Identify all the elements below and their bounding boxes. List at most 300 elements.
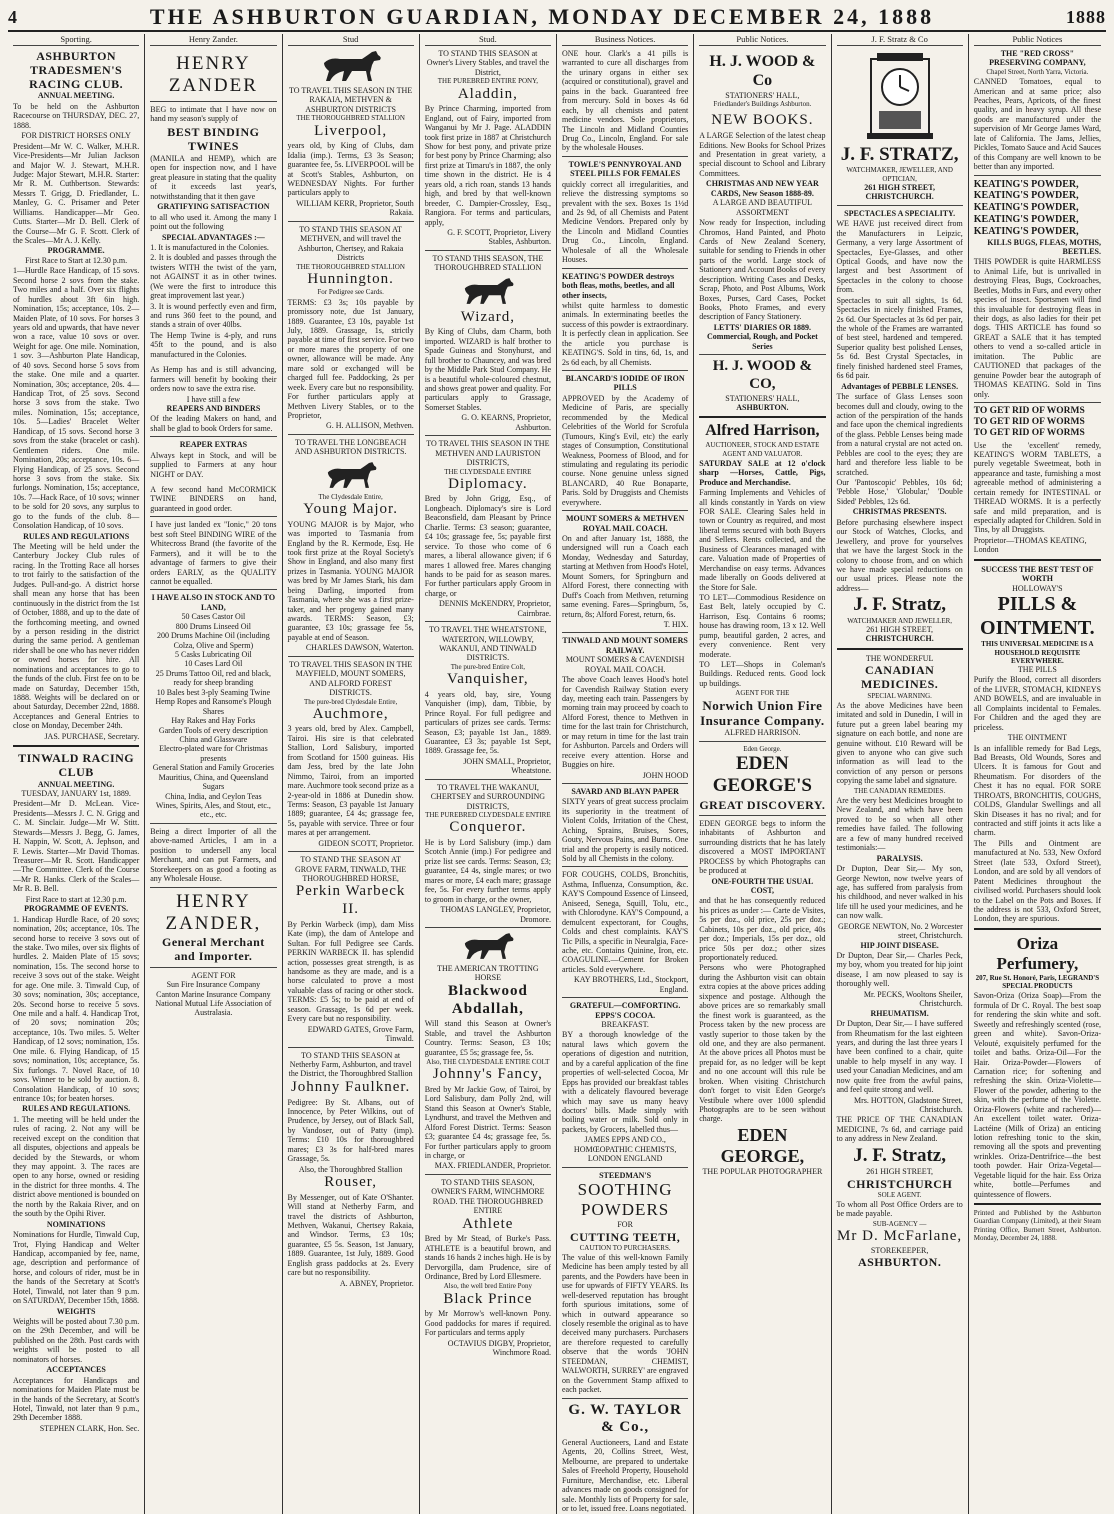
ad-sign: A. ABNEY, Proprietor. <box>339 1278 414 1288</box>
secretary-sign: JAS. PURCHASE, Secretary. <box>44 731 140 741</box>
ad-text: Pedigree: By St. Albans, out of Innocence, by Peter Wilkins, out of Prudence, by Jersey, out of Black Sall, by Vandoser, out of Patty (imp). Terms: £10 10s for thoroughbred mares; £3 3s for half-bred mares Grassage, 5s. <box>287 1097 414 1164</box>
notice-text: General Auctioneers, Land and Estate Agents, 20, Collins Street, West, Melbourne, are prepared to undertake Sales of Freehold Property, Household Furniture, Merchandise, etc. Liberal advances made on goods consigned for sale. Monthly lists of Property for sale, or to let, issued free. Loans negotiated. <box>562 1437 689 1513</box>
ad-text: He is by Lord Salisbury (imp.) dam Scotch Annie (imp.) For pedigree and prize list see cards. Terms: Season, £3; guarantee, £4 4s, single mares; or two mares or more, £4 each mare; grassage fee, 5s. For every further terms apply to groom in charge, or the owner, <box>424 838 551 904</box>
stock-item: 50 Cases Castor Oil <box>181 612 246 622</box>
intro-text: To be held on the Ashburton Racecourse on THURSDAY, DEC. 27, 1888. <box>13 101 140 130</box>
rules-text: 1. The meeting will be held under the rules of racing. 2. Not any will be received except on the condition that all disputes, objections and appeals be decided by the Stewards, or whom they may appoint. 3. The races are open to any horse, owned or residing in the district for three months. 4. The district above mentioned is bounded on the north by the Rakaia River, and on the south by the Opihi River. <box>13 1114 140 1219</box>
ad-text: Now ready for Inspection, including Chromos, Hand Painted, and Photo Cards of New Zealand Scenery, suitable for sending to Friends in other parts of the world. Large stock of Stationery and Account Books of every description. Writing Cases and Desks, Scrap, Photo, and Post Albums, Work Boxes, Purses, Card Cases, Pocket Books, Photo Frames, and every description of Fancy Stationery. <box>699 218 826 322</box>
ad-sub: THE THOROUGHBRED STALLION <box>296 262 405 271</box>
ad-text: Our 'Pantoscopic' Pebbles, 10s 6d; 'Pebble Hose,' 'Globular,' 'Double Sided' Pebbles, 12s 6d. <box>836 478 963 506</box>
ad-address: 261 HIGH STREET, <box>866 624 933 634</box>
divider <box>837 205 963 206</box>
divider <box>150 101 276 102</box>
divider <box>13 745 139 747</box>
ad-title: TO STAND THIS SEASON at Owner's Livery Stables, and travel the District, <box>426 49 550 77</box>
ad-text: CANNED Tomatoes, equal to American and at same price; also Peaches, Pears, Apricots, of the finest quality, and in heavy syrup. All these goods are manufactured under the supervision of Mr George James Ward, late of California. The Jams, Jellies, Pickles, Tomato Sauce and Acid Sauces of this Company are well known to be better than any imported. <box>973 77 1102 172</box>
secretary-sign: STEPHEN CLARK, Hon. Sec. <box>39 1423 140 1433</box>
horse-name: Aladdin, <box>457 85 518 102</box>
divider <box>288 851 414 852</box>
hemp-text: The Hemp Twine is 4-ply, and runs 45ft to the pound, and is also manufactured in the Colonies. <box>150 330 277 359</box>
ad-sign: WILLIAM KERR, Proprietor, South Rakaia. <box>296 198 414 218</box>
subheading: FOR DISTRICT HORSES ONLY <box>21 131 131 141</box>
ad-heading: GREAT DISCOVERY. <box>699 797 826 812</box>
ad-text: By Prince Charming, imported from England, out of Fairy, imported from Wanganui by Mr J. Page. ALADDIN took first prize in 1887 at Christchurch Show for best pony, and private prize for best pony by Prince Charming; also first prize at Timaru's in 1887, the only time shown in the district. He is 4 years old, a rich roan, stands 13 hands high, and bred by that well-known breeder, C. Dampier-Crossley, Esq., Rangiora. For terms and particulars, apply, <box>424 104 551 227</box>
stock-item: Wines, Spirits, Ales, and Stout, etc., etc., etc. <box>155 801 271 820</box>
mccormick-text: A few second hand McCORMICK TWINE BINDERS on hand, guaranteed in good order. <box>150 485 277 513</box>
divider <box>562 510 688 511</box>
ad-sign: MAX. FRIEDLANDER, Proprietor. <box>434 1161 551 1171</box>
keatings-line: KEATING'S POWDER, <box>973 225 1079 237</box>
ad-sign: Proprietor—THOMAS KEATING, London <box>973 535 1087 555</box>
horse-name: Auchmore, <box>312 705 389 722</box>
advertiser-name: EDEN GEORGE'S <box>712 752 812 797</box>
twine-text-2: to all who used it. Among the many I point out the following <box>150 212 277 232</box>
programme-heading: PROGRAMME OF EVENTS. <box>24 904 129 914</box>
notice-text: FOR COUGHS, COLDS, Bronchitis, Asthma, Influenza, Consumption, &c. KAY'S Compound Essence of Linseed, Aniseed, Senega, Squill, Tolu, etc., with Chlorodyne. KAY'S Compound, a demulcent expectorant, for Coughs, Colds and chest complaints. KAY'S Tic Pills, a specific in Neuralgia, Face-ache, etc. Contains Quinine, Iron, etc. COAGULINE.—Cement for Broken articles. Sold everywhere. <box>562 870 689 974</box>
masthead <box>8 4 1106 32</box>
divider <box>425 621 551 622</box>
ad-text: Bred by Mr Stead, of Burke's Pass. ATHLETE is a beautiful brown, and stands 16 hands 2 inches high. He is by Dervorgilla, dam Prudence, sire of Ordinance, Bred by Lord Ellesmere. <box>424 1234 551 1282</box>
keatings-line: KEATING'S POWDER, <box>973 202 1079 214</box>
ad-text: years old, by King of Clubs, dam Idalia (imp.). Terms, £3 3s Season; guarantee fee, 5s. LIVERPOOL will be at Scott's Stables, Ashburton, on WEDNESDAY Nights. For further particulars apply to <box>287 141 414 198</box>
ad-text: Farming Implements and Vehicles of all kinds constantly in Yards on view FOR SALE. Clearing Sales held in town or Country as required, and most liberal terms secured with both Buyers and Sellers. Rents collected, and the Business of Clearances managed with care. Valuation made of Properties of Merchandise on easy terms. Advances made liberally on Goods delivered at the Store for Sale. <box>699 488 826 592</box>
ad-address: 207, Rue St. Honoré, Paris, LEGRAND'S SPECIAL PRODUCTS <box>975 973 1100 991</box>
column-stud-1 <box>283 34 420 1514</box>
newspaper-title: THE ASHBURTON GUARDIAN, MONDAY DECEMBER 24, 1888 <box>149 4 935 29</box>
ad-text: To whom all Post Office Orders are to be made payable. <box>836 1200 963 1219</box>
printer-imprint: Printed and Published by the Ashburton Guardian Company (Limited), at their Steam Printing Office, Burnett Street, Ashburton. Monday, December 24, 1888. <box>973 1209 1101 1242</box>
advertiser-name: H. J. WOOD & Co <box>709 53 816 89</box>
ad-text: Are the very best Medicines brought to New Zealand, and which have been proved to be so when all other remedies have failed. The following are a few of many hundred received testimonials:— <box>836 796 963 853</box>
column-henry-zander <box>145 34 282 1514</box>
advertiser-name-2: EDEN GEORGE, <box>720 1124 805 1167</box>
clock-illustration-icon <box>861 49 939 141</box>
ad-heading: HIP JOINT DISEASE. <box>860 940 939 950</box>
ad-sign: JOHN SMALL, Proprietor, Wheatstone. <box>463 756 551 776</box>
advantage-item: 1. It is manufactured in the Colonies. <box>150 242 269 252</box>
rules-text: The Meeting will be held under the Canterbury Jockey Club rules of racing. In the Trotting Race all horses to trot fairly to the satisfaction of the Judges. Pull-and-go. A district horse shall mean any horse that has been continuously in the district from the 1st of October, 1888, and up to the date of the forthcoming meeting, and owned by a person residing in the district during the same period. A gentleman rider shall be one who has never ridden or owned horses for hire. All nominations and acceptances to go to the funds of the club. First fee on to be made on Saturday, December 15th, 1888. Weights will be declared on or about Saturday, December 22nd, 1888. Acceptances and General Entries to close on Monday, December 24th. <box>13 542 140 731</box>
ad-text: Use the 'excellent' remedy, KEATING'S WORM TABLETS, a purely vegetable Sweetmeat, both in appearance and taste, furnishing a most agreeable method of administering a certain remedy for INTESTINAL or THREAD WORMS. It is a perfectly safe and mild preparation, and is especially adapted for Children. Sold in Tins, by all Druggists. <box>973 440 1101 535</box>
stock-item: 200 Drums Machine Oil (including Colza, Olive and Sperm) <box>156 631 270 650</box>
pedigree-note: For Pedigree see Cards. <box>317 288 384 297</box>
divider <box>425 779 551 780</box>
column-public-notices <box>694 34 831 1514</box>
nominations-text: Nominations for Hurdle, Tinwald Cup, Trot, Flying Handicap and Welter Handicap, accompanied by fee, name, age, description and performance of horse, and colours of rider, must be in the hands of the Secretary at Scott's Hotel, Tinwald, not later than 9 p.m. on SATURDAY, December 15th, 1888. <box>13 1230 140 1306</box>
notice-title: TOWLE'S PENNYROYAL AND STEEL PILLS FOR FEMALES <box>568 159 682 179</box>
divider <box>699 815 825 816</box>
rules-heading: RULES AND REGULATIONS. <box>22 1104 131 1114</box>
worms-line: TO GET RID OF WORMS <box>973 405 1085 416</box>
divider <box>425 435 551 436</box>
horse-name: Liverpool, <box>314 122 388 139</box>
horse-illustration-icon <box>316 49 386 83</box>
horse-name: Hunnington. <box>307 270 394 287</box>
ad-sub: WATCHMAKER AND JEWELLER, <box>847 616 953 625</box>
caution-heading: CAUTION TO PURCHASERS. <box>579 1243 671 1252</box>
ad-sub: THE WONDERFUL <box>865 653 934 663</box>
notice-text: whilst quite harmless to domestic animals. In exterminating beetles the success of this powder is extraordinary. It is perfectly clean in application. See the article you purchase is KEATING'S. Sold in tins, 6d, 1s, and 2s 6d each, by all Chemists. <box>562 300 689 367</box>
ad-sub: THE CANADIAN REMEDIES. <box>854 786 946 795</box>
horse-name: Conqueror. <box>449 819 527 836</box>
ad-heading: THE OINTMENT <box>1007 733 1068 743</box>
column-header: Stud <box>288 34 414 46</box>
keatings-line: KEATING'S POWDER, <box>973 213 1079 225</box>
divider <box>562 1167 688 1168</box>
ad-text: Bred by Mr Jackie Gow, of Tairoi, by Lord Salisbury, dam Polly 2nd, will Stand this Season at Owner's Stable, Lyndhurst, and travel the Methven and Alford Forest District. Terms: Season £3; guarantee £4 4s; grassage fee, 5s. For further particulars apply to groom in charge, or <box>424 1084 551 1160</box>
ad-text: As the above Medicines have been imitated and sold in Dunedin, I will in future put a green label bearing my signature on each bottle, and none are genuine without. £10 Reward will be given to anyone who can give such information as will lead to the conviction of any person or persons copying the same label and signature. <box>836 700 963 786</box>
ad-title: TO TRAVEL THIS SEASON IN THE MAYFIELD, MOUNT SOMERS, AND ALFORD FOREST DISTRICTS. <box>289 659 413 698</box>
worms-line: TO GET RID OF WORMS <box>973 417 1085 428</box>
divider <box>699 354 825 355</box>
ad-sub: STATIONERS' HALL, <box>725 90 800 100</box>
ad-text: Purify the Blood, correct all disorders of the LIVER, STOMACH, KIDNEYS AND BOWELS, and are invaluable in all Complaints incidental to Females. For Children and the aged they are priceless. <box>973 675 1101 732</box>
weights-heading: WEIGHTS <box>56 1306 96 1316</box>
ad-heading: SPECTACLES A SPECIALITY. <box>844 208 956 218</box>
notice-title: MOUNT SOMERS & METHVEN ROYAL MAIL COACH. <box>565 514 685 533</box>
divider <box>425 1174 551 1175</box>
ad-sub: THE PUREBRED CLYDESDALE ENTIRE <box>425 811 551 820</box>
worms-line: TO GET RID OF WORMS <box>973 428 1085 439</box>
divider <box>150 589 276 590</box>
divider <box>974 1203 1101 1205</box>
importer-text: Being a direct Importer of all the above-named Articles, I am in a position to undersell any local Merchant, and can put Farmers, and Storekeepers on as good a footing as any Wholesale House. <box>150 826 277 884</box>
ad-sub: WATCHMAKER, JEWELLER, AND OPTICIAN, <box>846 166 953 183</box>
extras-text: Always kept in Stock, and will be supplied to Farmers at any hour NIGHT or DAY. <box>150 450 277 479</box>
meeting-heading: ANNUAL MEETING. <box>37 91 115 101</box>
ad-heading: LETTS' DIARIES OR 1889. Commercial, Rough, and Pocket Series <box>707 322 818 351</box>
ad-sign: EDWARD GATES, Grove Farm, Tinwald. <box>307 1024 414 1044</box>
horse-name: Johnny Faulkner. <box>290 1078 411 1095</box>
divider <box>562 783 688 784</box>
divider <box>288 1047 414 1048</box>
ad-heading: NEW BOOKS. <box>711 112 814 129</box>
advertiser-name: HENRY ZANDER <box>168 53 258 97</box>
ad-text: The surface of Glass Lenses soon becomes dull and cloudy, owing to the action of the perspiration of the hands and face upon the chemical ingredients of the glass. Pebble Lenses being made from a natural crystal are not acted on. Pebbles are cool to the eyes; they are hard and therefore less liable to be scratched. <box>836 392 963 477</box>
club-title: TINWALD RACING CLUB <box>18 751 135 780</box>
ad-text: A LARGE Selection of the latest cheap Editions. New Books for School Prizes and Presentation in great variety, a special discount to School and Library Committees. <box>699 131 826 178</box>
divider <box>150 823 276 824</box>
stock-list <box>150 612 276 820</box>
divider <box>425 250 551 251</box>
advertiser-name-3: J. F. Stratz, <box>853 1144 946 1166</box>
ad-heading: CANADIAN MEDICINES. <box>860 663 939 692</box>
ad-sub: THE THOROUGHBRED STALLION <box>296 114 405 123</box>
divider <box>974 928 1101 930</box>
stock-item: China, India, and Ceylon Teas <box>165 791 262 801</box>
notice-title: SAVARD AND BLAYN PAPER <box>571 786 679 796</box>
ad-text: YOUNG MAJOR is by Major, who was imported to Tasmania from England by the R. Kermode, Esq. He took first prize at the Royal Society's Show in England, and also many first prizes in Tasmania. YOUNG MAJOR was bred by Mr James Stark, his dam being Darling, imported from Tasmania, where she was a first prize-taker, and her progeny gained many awards. TERMS: Season, £3; guarantee, £3 10s; grassage fee 5s, payable at end of Season. <box>287 519 414 642</box>
extras-heading: REAPER EXTRAS <box>179 440 248 450</box>
ad-text: Persons who were Photographed during the Ashburton visit can obtain extra copies at the above prices adding sixpence and postage. Although the above prices are so remarkably small the finest work is guaranteed, as the Process taken by the new process are vastly superior to those taken by the old one, and they are also permanent. At the above prices all Photos must be prepaid for, as no ledger will be kept and no one account will this rule be broken. When visiting Christchurch don't forget to visit Eden George's Vestibule where over 1000 splendid Photographs are to be seen without charge. <box>699 963 826 1124</box>
agency-item: National Mutual Life Association of Australasia. <box>155 998 272 1018</box>
testimonial-text: Dr Dupton, Dear Sir,— My son, George Newton, now twelve years of age, has suffered from paralysis from his childhood, and never walked in his life till he used your medicines, and he can now walk. <box>836 864 963 921</box>
ad-text: Savon-Oriza (Oriza Soap)—From the formula of Dr C. Royal. The best soap for rendering the skin white and soft. Sweetly and refreshingly scented (rose, green and white). Savon-Oriza-Velouté, exquisitely perfumed for the toilet and baths. Oriza-Oil—For the Hair. Oriza-Powder—Flowers of Carnation rice; for softening and refreshing the skin. Oriza-Violette—Flower of the powder, adhering to the skin, with the perfume of the Violette. Oriza-Flowers (white and rachered)—An excellent toilet water. Oriza-Lactéine (Milk of Oriza) an enticing lotion refreshing tonic to the skin, removing all the spots and preventing wrinkles. Oriza-Dentrifrice—the best tooth powder. Hair Oriza-Vegetal—Vegetable liquid for the hair. Ess Oriza white, bottle—Perfumes and quintessence of flowers. <box>973 991 1101 1199</box>
divider <box>288 434 414 435</box>
keatings-line: KEATING'S POWDER, <box>973 190 1079 202</box>
notice-sign: KAY BROTHERS, Ltd., Stockport, England. <box>573 975 689 994</box>
ad-title: TO STAND THIS SEASON AT METHVEN, and will travel the Ashburton, Chertsey, and Rakaia Districts <box>297 224 404 263</box>
ad-text: TO LET—Commodious Residence on East Belt, lately occupied by C. Harrison, Esq. Contains 6 rooms; house has drawing room, 13 x 12. Well pump, beautiful garden, 2 acres, and every convenience. Rent very moderate. <box>699 592 826 659</box>
ad-title: TO TRAVEL THE LONGBEACH AND ASHBURTON DISTRICTS. <box>294 437 407 457</box>
ad-sign: G. F. SCOTT, Proprietor, Livery Stables, Ashburton. <box>447 227 551 247</box>
worms-list <box>974 406 1101 440</box>
notice-title: G. W. TAYLOR & Co., <box>568 1401 682 1436</box>
ad-sub: SUB-AGENCY — <box>872 1219 927 1228</box>
column-stud-2 <box>420 34 557 1514</box>
meeting-date: TUESDAY, JANUARY 1st, 1889. <box>21 788 131 798</box>
column-header: J. F. Stratz & Co <box>837 34 963 46</box>
ad-text: EDEN GEORGE begs to inform the inhabitants of Ashburton and surrounding districts that he has lately discovered a MOST IMPORTANT PROCESS by which Photographs can be produced at <box>699 818 826 876</box>
ad-text: By King of Clubs, dam Charm, both imported. WIZARD is half brother to Spade Guineas and Stonyhurst, and full brother to Chauncey, and was bred by the Middle Park Stud Company. He is a beautiful whole-coloured chestnut, and shows great power and quality. For particulars apply to Grassage, Somerset Stables. <box>424 327 551 412</box>
divider <box>562 156 688 157</box>
horse-name: Johnny's Fancy, <box>432 1066 543 1083</box>
agency-item: Canton Marine Insurance Company <box>156 989 271 999</box>
ad-text: SATURDAY SALE at 12 o'clock sharp —Horses, Cattle, Pigs, Produce and Merchandise. <box>699 458 826 487</box>
acceptances-text: Acceptances for Handicaps and nominations for Maiden Plate must be in the hands of the Secretary, at Scott's Hotel, Tinwald, not later than 9 p.m., 29th December 1888. <box>13 1375 140 1423</box>
columns <box>8 34 1106 1513</box>
column-business-notices <box>557 34 694 1514</box>
notice-text: APPROVED by the Academy of Medicine of Paris, are specially recommended by the Medical Celebrities of the World for Scrofula (Tumours, King's Evil, etc) the early stages of Consumption, Constitutional Weakness, Poorness of Blood, and for stimulating and regulating its periodic course. None genuine unless signed BLANCARD, 40 Rue Bonaparte, Paris. Sold by Druggists and Chemists everywhere. <box>562 393 689 507</box>
ad-text: THIS POWDER is quite HARMLESS to Animal Life, but is unrivalled in destroying Fleas, Bugs, Cockroaches, Beetles, Moths in Furs, and every other species of insect. Sportsmen will find this invaluable for destroying fleas in their dogs, as also ladies for their pet dogs. THIS ARTICLE has found so GREAT a SALE that it has tempted others to vend a so-called article in imitation. The Public are CAUTIONED that packages of the genuine Powder bear the autograph of THOMAS KEATING. Sold in Tins only. <box>973 257 1101 399</box>
ad-sub: The Clydesdale Entire, <box>318 492 383 501</box>
wire-text: I have just landed ex "Ionic," 20 tons best soft Steel BINDING WIRE of the Whitecross Brand (the favorite of the Farmers), and it will be to the advantage of farmers to give their orders EARLY, as the QUALITY cannot be equalled. <box>150 520 277 586</box>
testimonial-sign: Mrs. HOTTON, Gladstone Street, Christchurch. <box>854 1095 963 1115</box>
ad-heading: PARALYSIS. <box>876 853 923 863</box>
ad-sign: THOMAS LANGLEY, Proprietor, Dromore. <box>440 905 551 924</box>
ad-text: 3 years old, bred by Alex. Campbell, Tairoi. His sire is that celebrated Stallion, Lord Salisbury, imported from Scotland for 1500 guineas. His dam Jess, bred by the late John Nimmo, Tairoi, from an imported mare. Auchmore took second prize as a 2-year-old in 1886 at Dunedin show. Terms: Season, £3 payable 1st January 1889; guarantee, £4 4s; grassage fee, 5s, payable with service. Three or four mares at per arrangement. <box>287 724 414 838</box>
ad-text: The Pills and Ointment are manufactured at No. 533, New Oxford Street (late 533, Oxford Street), London, and are sold by all vendors of Patent Medicines throughout the civilised world. Purchasers should look to the Label on the Pots and Boxes. If the address is not 533, Oxford Street, London, they are spurious. <box>973 838 1101 924</box>
notice-title: BLANCARD'S IODIDE OF IRON PILLS <box>565 374 685 393</box>
notice-text: The above Coach leaves Hood's hotel for Cavendish Railway Station every day, meeting each train. Passengers by morning train may proceed by coach to Alford Forest, thence to Methven in time for the last train for Christchurch, or may return in time for the last train for Ashburton. Parcels and Orders will receive every attention. Horse and Buggies on hire. <box>562 675 689 770</box>
ad-sign: CHARLES DAWSON, Waterton. <box>305 643 414 653</box>
divider <box>562 632 688 633</box>
insurance-heading: Norwich Union Fire Insurance Company. <box>700 697 825 728</box>
ad-town: CHRISTCHURCH <box>846 1176 953 1191</box>
gratifying-heading: GRATIFYING SATISFACTION <box>157 202 270 212</box>
notice-text: On and after January 1st, 1888, the undersigned will run a Coach each Monday, Wednesday and Saturday, starting at Methven from Hood's Hotel, Mount Somers, for Springburn and Alford Forest, there connecting with Duff's Coach from Methven, returning same evening. Fares—Springburn, 5s, return, 8s; Alford Forest, return, 6s. <box>562 534 689 619</box>
intro-text: BEG to intimate that I have now on hand my season's supply of <box>150 104 277 124</box>
ad-title: TO STAND THIS SEASON, THE THOROUGHBRED STALLION <box>432 253 544 273</box>
advertiser-name: H. J. WOOD & CO, <box>712 358 813 392</box>
divider <box>837 648 963 650</box>
ad-heading: RHEUMATISM. <box>870 1008 929 1018</box>
divider <box>425 927 551 928</box>
agent-heading: AGENT FOR <box>191 970 236 980</box>
reapers-heading: REAPERS AND BINDERS <box>166 403 261 413</box>
ad-address: Chapel Street, North Yarra, Victoria. <box>986 67 1089 76</box>
reapers-intro: I have still a few <box>186 394 241 404</box>
stock-item: Hemp Ropes and Ransome's Plough Shares <box>155 697 272 716</box>
ad-sub: AUCTIONEER, STOCK AND ESTATE AGENT AND VALUATOR. <box>705 441 820 458</box>
notice-sign: JOHN HOOD <box>642 770 689 780</box>
advertiser-name: Oriza Perfumery, <box>996 933 1079 973</box>
stock-heading: I HAVE ALSO IN STOCK AND TO LAND, <box>151 593 276 612</box>
keatings-line: KEATING'S POWDER, <box>973 178 1079 190</box>
officers-text: President—Mr W. C. Walker, M.H.R. Vice-Presidents—Mr Julian Jackson and Major W. J. Stewart, M.H.R. Judge: Major Stewart, M.H.R. Starter: Mr R. M. Cuthbertson. Stewards: Messrs T. Grigg, D. Friedlander, L. Manley, G. C. Prisamer and Peter Williams. Handicapper—Mr Geo. Cutts. Starter—Mr D. Bell. Clerk of the Course—Mr G. F. Scott. Clerk of the Scales—Mr A. J. Kelly. <box>13 141 140 246</box>
ad-text: and that he has consequently reduced his prices as under :— Carte de Visites, 5s per doz., old price, 25s per doz.; Cabinets, 10s per doz., old price, 40s per doz.; Imperials, 15s per doz., old price 50s per doz.; other sizes proportionately reduced. <box>699 896 826 963</box>
notice-text: SIXTY years of great success proclaim its superiority in the treatment of Violent Colds, Irritation of the Chest, Aching, Sprains, Bruises, Sores, Gouty, Nervous Pains, and Burns. One trial and the property is easily noticed. Sold by all Chemists in the colony. <box>562 797 689 864</box>
ad-title: THE AMERICAN TROTTING HORSE <box>437 963 539 983</box>
stock-item: 800 Drums Linseed Oil <box>175 621 252 631</box>
weights-text: Weights will be posted about 7.30 p.m. on the 29th December, and will be published on the 28th. Post cards with weights will be posted to all nominators of horses. <box>13 1317 140 1364</box>
ad-sub: THIS UNIVERSAL MEDICINE IS A HOUSEHOLD REQUISITE EVERYWHERE. <box>981 640 1094 665</box>
notice-sub: CUTTING TEETH, <box>570 1229 681 1244</box>
notice-text: The value of this well-known Family Medicine has been amply tested by all parents, and the Powders have been in use for upwards of FIFTY YEARS. Its well-deserved reputation has brought forth spurious imitations, some of which in outward appearance so closely resemble the original as to have deceived many purchasers. Purchasers are therefore requested to carefully observe that the words 'JOHN STEEDMAN, CHEMIST, WALWORTH, SURREY' are engraved on the Government Stamp affixed to each packet. <box>562 1252 689 1395</box>
programme-heading: PROGRAMME. <box>47 246 105 256</box>
divider <box>288 656 414 657</box>
column-header: Stud. <box>425 34 551 46</box>
advertiser-name: Alfred Harrison, <box>705 422 820 440</box>
stock-item: 10 Bales best 3-ply Seaming Twine <box>156 687 271 697</box>
advantage-item: 3. It is wound perfectly even and firm, and runs 360 feet to the pound, and stands a strain of over 40lbs. <box>150 301 277 330</box>
testimonial-sign: GEORGE NEWTON, No. 2 Worcester street, Christchurch. <box>837 921 963 941</box>
ad-sub: SOLE AGENT. <box>877 1190 922 1199</box>
testimonial-text: Dr Dupton, Dear Sir,— Charles Peck, my boy, whom you treated for hip joint disease, I am now pleased to say is thoroughly well. <box>836 951 963 989</box>
divider <box>150 887 276 888</box>
ad-sub: STATIONERS' HALL, <box>725 393 800 403</box>
ad-sign: OCTAVIUS DIGBY, Proprietor, Winchmore Road. <box>447 1338 551 1358</box>
harvest-text: As Hemp has and is still advancing, farmers will benefit by booking their orders now to save the extra rise. <box>150 365 277 394</box>
ad-heading: SUCCESS THE BEST TEST OF WORTH <box>981 564 1094 584</box>
horse-name: Rouser, <box>324 1174 377 1191</box>
divider <box>974 559 1101 561</box>
notice-sign: JAMES EPPS AND CO., HOMŒOPATHIC CHEMISTS, LONDON ENGLAND <box>573 1135 677 1164</box>
officers-text: President—Mr D. McLean. Vice-Presidents—Messrs J. C. N. Grigg and C. M. Sinclair. Judge—Mr W. Stitt. Stewards—Messrs J. Begg, G. James, H. Nappin, W. Scott, A. Jephson, and F. Lewis. Starter—Mr David Thomas. Treasurer—Mr R. Scott. Handicapper—The Committee. Clerk of the Course—Mr R. Hanks. Clerk of the Scales—Mr R. B. Bell. <box>13 799 140 894</box>
advertiser-name-2: HENRY ZANDER, <box>165 890 262 934</box>
ad-title: TO TRAVEL THIS SEASON IN THE METHVEN AND LAURISTON DISTRICTS, <box>426 439 550 468</box>
divider <box>150 967 276 968</box>
ad-title: TO STAND THIS SEASON, OWNER'S FARM, WINCHMORE ROAD. THE THOROUGHBRED ENTIRE <box>431 1177 545 1216</box>
acceptances-heading: ACCEPTANCES <box>46 1365 106 1375</box>
horse-illustration-icon <box>458 276 518 306</box>
divider <box>562 866 688 867</box>
ad-address: Friedlander's Buildings Ashburton. <box>713 100 812 109</box>
horse-name: Black Prince <box>443 1290 533 1307</box>
ad-sub: THE POPULAR PHOTOGRAPHER <box>702 1167 823 1177</box>
stock-item: 5 Casks Lubricating Oil <box>175 650 252 660</box>
reapers-text: Of the leading Makers on hand, and shall be glad to book Orders for same. <box>150 414 277 433</box>
column-public-notices-2 <box>969 34 1106 1514</box>
club-title: ASHBURTON TRADESMEN'S RACING CLUB. <box>29 49 124 92</box>
column-stratz <box>832 34 969 1514</box>
column-sporting <box>8 34 145 1514</box>
ad-town: ASHBURTON. <box>857 1255 942 1270</box>
horse-name: Blackwood Abdallah, <box>447 982 528 1017</box>
ad-text: TO LET—Shops in Coleman's Buildings. Reduced rents. Good lock up buildings. <box>699 660 826 688</box>
soothing-powders-heading: SOOTHING POWDERS <box>577 1180 673 1220</box>
holloway-heading: PILLS & OINTMENT. <box>980 593 1095 639</box>
ad-text: 4 years old, bay, sire, Young Vanquisher (imp), dam, Tibbie, by Prince Royal. For full pedigree and particulars of prizes see cards. Terms: Season, £3; payable 1st Jan., 1889. Guarantee, £3 3s; payable 1st Sept, 1889. Grassage fee, 5s. <box>424 689 551 756</box>
horse-name: Perkin Warbeck II. <box>295 883 406 918</box>
ad-title: TO STAND THE SEASON AT GROVE FARM, TINWALD, THE THOROUGHBRED HORSE, <box>294 855 407 884</box>
divider <box>974 402 1101 403</box>
notice-title: KEATING'S POWDER destroys both fleas, moths, beetles, and all other insects, <box>562 271 675 300</box>
ad-sign: GIDEON SCOTT, Proprietor. <box>318 838 414 848</box>
page-number: 4 <box>8 6 18 27</box>
stock-item: Garden Tools of every description <box>158 725 268 735</box>
horse-name: Athlete <box>462 1215 514 1232</box>
ad-sub: THE PUREBRED ENTIRE PONY, <box>437 77 538 86</box>
ad-text: by Mr Morrow's well-known Pony. Good paddocks for mares if required. For particulars and terms apply <box>424 1309 551 1338</box>
twine-text: (MANILA and HEMP), which are open for inspection now, and I have great pleasure in stating that the quality of it exceeds last year's, notwithstanding that it then gave <box>150 154 277 201</box>
divider <box>699 741 825 742</box>
ad-sub: AGENT FOR THE <box>735 689 790 698</box>
column-header: Public Notices. <box>699 34 825 46</box>
ad-title: TO TRAVEL THE WHEATSTONE, WATERTON, WILLOWBY, WAKANUI, AND TINWALD DISTRICTS. <box>429 625 547 663</box>
testimonial-sign: Mr. PECKS, Wooltons Sheiler, Christchurch. <box>863 989 963 1009</box>
divider <box>288 221 414 222</box>
ad-sub: Also, the well bred Entire Pony <box>443 1282 532 1291</box>
ad-heading: Advantages of PEBBLE LENSES. <box>841 381 959 391</box>
ad-heading: CHRISTMAS PRESENTS. <box>852 507 947 517</box>
ad-text: By Messenger, out of Kate O'Shanter. Will stand at Netherby Farm, and travel the districts of Ashburton, Methven, Wakanui, Chertsey Rakaia, and Windsor. Terms, £3 10s; guarantee, £5 5s. Season, 1st January, 1889. Guarantee, 1st July, 1889. Good English grass paddocks at 2s. Every care but no responsibility. <box>287 1192 414 1278</box>
ad-text: Is an infallible remedy for Bad Legs, Bad Breasts, Old Wounds, Sores and Ulcers. It is famous for Gout and Rheumatism. For disorders of the Chest it has no equal. FOR SORE THROATS, BRONCHITIS, COUGHS, COLDS, Glandular Swellings and all Skin Diseases it has no rival; and for contracted and stiff joints it acts like a charm. <box>973 743 1101 838</box>
stock-item: 25 Drums Tattoo Oil, red and black, ready for sheep branding <box>155 668 272 688</box>
column-header: Henry Zander. <box>150 34 276 46</box>
ad-text: Will stand this Season at Owner's Stable, and travel the Ashburton Country. Terms: Season, £3 10s; guarantee, £5 5s; grassage fee, 5s. <box>424 1019 551 1057</box>
agent-name: Mr D. McFarlane, <box>837 1228 963 1245</box>
ad-sub: THE CLYDESDALE ENTIRE <box>444 467 532 476</box>
stock-item: General Station and Family Groceries Mauritius, China, and Queensland Sugars <box>152 763 275 792</box>
stock-item: China and Glassware <box>179 734 248 744</box>
ad-text: Spectacles to suit all sights, 1s 6d. Spectacles in nicely finished Frames, 2s 6d. Our Spectacles at 3s 6d per pair, the whole of the Frames are warranted of best steel, hardened and tempered. Superior quality best polished Lenses, 5s 6d. Best Crystal Spectacles, in finely finished hardened steel Frames, 6s 6d pair. <box>836 295 963 381</box>
ad-sub: HOLLOWAY'S <box>1012 583 1063 593</box>
keatings-list <box>974 179 1101 238</box>
ad-text: THE PRICE OF THE CANADIAN MEDICINE, 7s 6d, and carriage paid to any address in New Zealand. <box>836 1115 963 1144</box>
agency-item: Sun Fire Insurance Company <box>166 980 261 990</box>
divider <box>150 516 276 517</box>
ad-sign: DENNIS McKENDRY, Proprietor, Cairnbrae. <box>439 599 551 618</box>
stock-item: Hay Rakes and Hay Forks <box>171 716 256 726</box>
notice-title: GRATEFUL—COMFORTING. EPPS'S COCOA. <box>569 1001 681 1020</box>
notice-text: quickly correct all irregularities, and relieve the distressing symptoms so prevalent with the sex. Boxes 1s 1½d and 2s 9d, of all Chemists and Patent Medicine Vendors. Prepared only by the Lincoln and Midland Counties Drug Co., Lincoln, England. Wholesale of all the Wholesale Houses. <box>562 179 689 265</box>
notice-sub: FOR <box>617 1220 633 1230</box>
column-header: Business Notices. <box>562 34 688 46</box>
notice-title: STEEDMAN'S <box>599 1170 652 1180</box>
masthead-year: 1888 <box>1066 6 1106 27</box>
horse-illustration-icon <box>321 460 381 490</box>
divider <box>562 370 688 371</box>
start-time: First Race to start at 12.30 p.m. <box>25 894 127 904</box>
column-header: Sporting. <box>13 34 139 46</box>
ad-sub: Also, the Thoroughbred Stallion <box>298 1164 403 1174</box>
ad-sub: SPECIAL WARNING. <box>867 691 932 700</box>
ad-town: ASHBURTON. <box>736 403 789 413</box>
ad-sign: ALFRED HARRISON. <box>724 728 801 738</box>
ad-sign: G. H. ALLISON, Methven. <box>325 421 414 431</box>
ad-title: TO TRAVEL THE WAKANUI, CHERTSEY and SURROUNDING DISTRICTS, <box>430 782 546 811</box>
ad-sub: Also, THE CLYDESDALE ENTIRE COLT <box>426 1057 550 1066</box>
meeting-heading: ANNUAL MEETING. <box>37 779 115 789</box>
ad-text: Before purchasing elsewhere inspect our Stock of Watches, Clocks, and Jewellery, and prove for yourselves that we have the largest Stock in the colony to choose from, and on which we have made special reductions on our usual prices. Please note the address— <box>836 517 963 593</box>
ad-title: TO STAND THIS SEASON at Netherby Farm, Ashburton, and travel the District, the Thoroughbred Stallion <box>288 1050 413 1079</box>
trotting-horse-icon <box>458 931 518 961</box>
advantage-item: 2. It is doubled and passes through the twisters WITH the twist of the yarn, not AGAINST it as in other twines. (We were the first to introduce this great improvement last year.) <box>150 253 277 301</box>
divider <box>562 1398 688 1399</box>
ad-sub: The pure-bred Clydesdale Entire, <box>303 697 398 706</box>
ad-sign: G. O. KEARNS, Proprietor, Ashburton. <box>461 413 551 432</box>
ad-sub: The pure-bred Entire Colt, <box>450 662 525 671</box>
horse-name: Wizard, <box>460 308 516 325</box>
ad-town: CHRISTCHURCH. <box>865 634 934 644</box>
twine-heading: BEST BINDING TWINES <box>167 124 260 153</box>
events-text: 1. Handicap Hurdle Race, of 20 sovs; nomination, 20s; acceptance, 10s. The second horse to receive 3 sovs out of the stake. Two miles, over six flights of hurdles. 2. Maiden Plate of 15 sovs; nomination, 15s. The second horse to receive 3 sovs out of the stake. Weight for age. One mile. 3. Tinwald Cup, of 30 sovs; nomination, 30s; acceptance, 20s. Second horse to receive 5 sovs. One mile and a half. 4. Handicap Trot, of 20 sovs; nomination 20s; acceptance, 10s. Two miles. 5. Welter Handicap, of 12 sovs; nomination, 15s. One mile. 6. Flying Handicap, of 15 sovs; nomination, 10s; acceptance, 5s. Six furlongs. 7. Novel Race, of 10 sovs. Winner to be sold by auction. 8. Consolation Handicap, of 10 sovs; entrance 10s; for beaten horses. <box>13 914 140 1103</box>
notice-sub: BREAKFAST. <box>601 1020 649 1030</box>
ad-address: 261 HIGH STREET, <box>866 1167 933 1177</box>
stock-item: Electro-plated ware for Christmas presents <box>159 744 268 763</box>
rules-heading: RULES AND REGULATIONS <box>23 531 130 541</box>
races-text: 1—Hurdle Race Handicap, of 15 sovs. Second horse 2 sovs from the stake. Two miles and a half. Over six flights of hurdles about 3ft 6in high. Nomination, 15s; acceptance, 10s. 2—Maiden Plate, of 10 sovs. For horses 3 years old and upwards, that have never won a race, value 10 sovs or over. Weight for age. One mile. Nomination, 1 sov. 3—Ashburton Plate Handicap, of 40 sovs. Second horse 5 sovs from the stake. One mile and a quarter. Nomination, 30s; acceptance, 20s. 4—Handicap Trot, of 25 sovs. Second horse 3 sovs from the stake. Two miles. Nomination, 15s; acceptance, 10s. 5—Ladies' Bracelet Welter Handicap, of 15 sovs. Second horse 3 sovs from the stake (bracelet or cash). Gentlemen riders. One mile. Nomination, 20s; acceptance, 10s. 6—Flying Handicap, of 25 sovs. Second horse 3 sovs from the stake. Six furlongs. Nomination, 15s; acceptance, 10s. 7—Hack Race, of 10 sovs; winner to be sold for 20 sovs, any surplus to go to the funds of the club. 8—Consolation Handicap, of 10 sovs. <box>13 266 140 531</box>
